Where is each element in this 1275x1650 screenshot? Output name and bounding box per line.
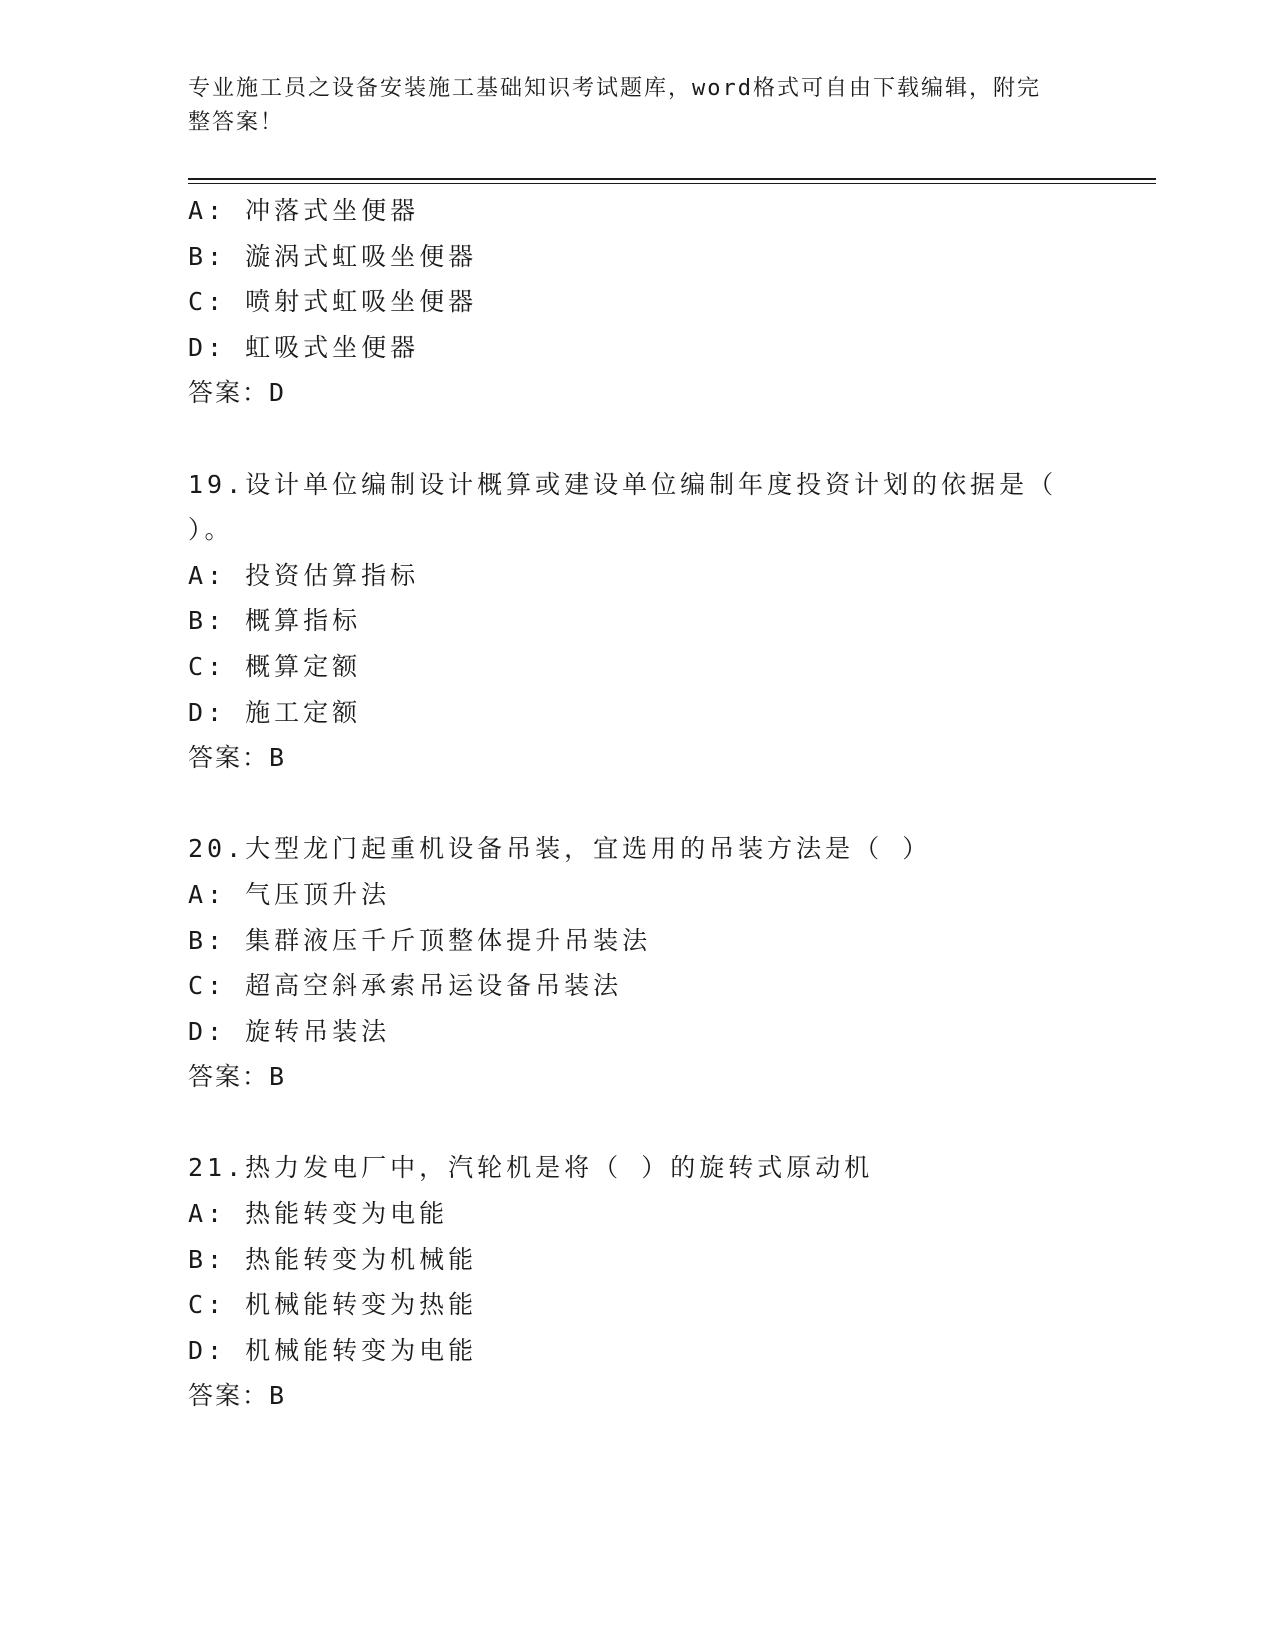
option-a: A: 冲落式坐便器 [188,196,420,225]
document-header [188,72,1068,140]
option-d: D: 虹吸式坐便器 [188,332,420,362]
option-b: B: 热能转变为机械能 [188,1244,478,1274]
header-rule-thin [188,183,1156,184]
spacer [188,781,1088,827]
option-a: A: 投资估算指标 [188,560,420,590]
option-c: C: 机械能转变为热能 [188,1290,478,1320]
answer-line: 答案：B [188,743,287,773]
spacer [188,416,1088,462]
question-stem: 19.设计单位编制设计概算或建设单位编制年度投资计划的依据是（ [188,469,1058,499]
option-b: B: 集群液压千斤顶整体提升吊装法 [188,925,652,955]
question-stem: 21.热力发电厂中，汽轮机是将（ ）的旋转式原动机 [188,1153,874,1183]
question-20 [188,826,1088,1100]
option-b: B: 概算指标 [188,606,362,636]
question-list [188,188,1088,1419]
option-c: C: 概算定额 [188,651,362,681]
question-stem: 20.大型龙门起重机设备吊装，宜选用的吊装方法是（ ） [188,834,932,864]
option-d: D: 施工定额 [188,697,362,727]
spacer [188,1100,1088,1146]
option-d: D: 机械能转变为电能 [188,1335,478,1365]
option-a: A: 气压顶升法 [188,879,391,909]
option-a: A: 热能转变为电能 [188,1199,449,1229]
answer-line: 答案：B [188,1381,287,1411]
question-stem-continued: ）。 [188,515,234,545]
option-b: B: 漩涡式虹吸坐便器 [188,241,478,271]
question-19 [188,462,1088,781]
header-line-2: 整答案！ [188,110,285,135]
header-line-1: 专业施工员之设备安装施工基础知识考试题库，word格式可自由下载编辑，附完 [188,76,1041,101]
question-18 [188,188,1088,416]
answer-line: 答案：B [188,1062,287,1092]
option-c: C: 喷射式虹吸坐便器 [188,287,478,317]
answer-line: 答案：D [188,378,287,408]
header-rule-thick [188,178,1156,180]
option-c: C: 超高空斜承索吊运设备吊装法 [188,971,623,1001]
option-d: D: 旋转吊装法 [188,1016,391,1046]
question-21 [188,1145,1088,1419]
